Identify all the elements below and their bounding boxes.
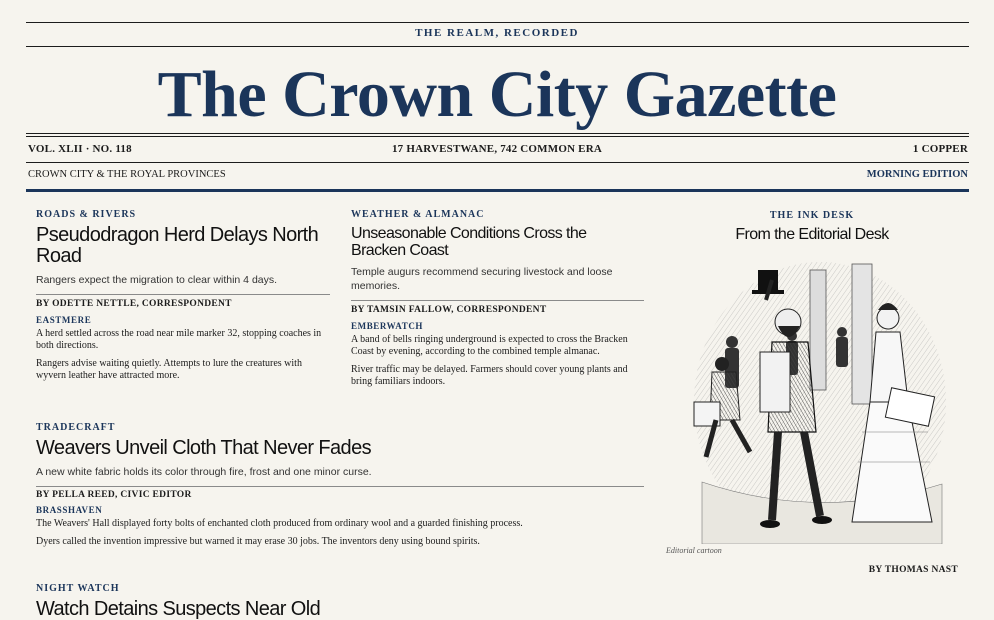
article-dateline: EASTMERE xyxy=(36,315,92,325)
article-dek: Rangers expect the migration to clear within 4 days. xyxy=(36,274,278,286)
article-headline[interactable]: Pseudodragon Herd Delays North Road xyxy=(36,224,319,267)
masthead-rule-2 xyxy=(26,136,969,137)
article-paragraph: The Weavers' Hall displayed forty bolts of enchanted cloth produced from ordinary wool and a guarded finishing process. xyxy=(36,518,523,529)
article-dateline: EMBERWATCH xyxy=(351,321,424,331)
issue-date: 17 HARVESTWANE, 742 COMMON ERA xyxy=(391,143,603,155)
edition-label: MORNING EDITION xyxy=(866,169,968,180)
kicker-rule xyxy=(26,46,969,47)
section-label: TRADECRAFT xyxy=(36,422,116,433)
article-headline[interactable]: Watch Detains Suspects Near Old xyxy=(36,598,321,620)
region-line: CROWN CITY & THE ROYAL PROVINCES xyxy=(28,169,226,180)
article-pseudodragon[interactable] xyxy=(36,209,330,382)
article-byline: BY ODETTE NETTLE, CORRESPONDENT xyxy=(36,299,232,309)
issue-price: 1 COPPER xyxy=(912,143,968,155)
section-rule xyxy=(26,189,969,192)
masthead-title: The Crown City Gazette xyxy=(157,58,837,131)
article-paragraph: A band of bells ringing underground is expected to cross the Bracken Coast by evening, according to the combined temple almanac. xyxy=(351,334,628,357)
article-dek: A new white fabric holds its color through fire, frost and one minor curse. xyxy=(36,466,372,478)
cartoon-credit: BY THOMAS NAST xyxy=(868,565,958,575)
article-paragraph: Rangers advise waiting quietly. Attempts to lure the creatures with wyvern leather have attracted more. xyxy=(36,358,302,381)
article-headline[interactable]: Weavers Unveil Cloth That Never Fades xyxy=(36,437,371,459)
editorial-cartoon-image[interactable] xyxy=(692,252,948,544)
article-headline[interactable]: Unseasonable Conditions Cross the Bracken Coast xyxy=(351,225,587,259)
article-paragraph: River traffic may be delayed. Farmers should cover young plants and bring familiars indoors. xyxy=(351,364,628,387)
byline-rule xyxy=(36,294,330,295)
cartoon-caption: Editorial cartoon xyxy=(666,546,722,555)
article-weavers[interactable] xyxy=(36,422,644,548)
volume-number: VOL. XLII · NO. 118 xyxy=(28,143,132,155)
article-byline: BY PELLA REED, CIVIC EDITOR xyxy=(36,490,192,500)
section-label: NIGHT WATCH xyxy=(36,583,120,594)
article-night-watch[interactable] xyxy=(36,583,336,620)
masthead-rule-1 xyxy=(26,133,969,134)
top-rule xyxy=(26,22,969,23)
article-paragraph: Dyers called the invention impressive but warned it may erase 30 jobs. The inventors deny using bound spirits. xyxy=(36,536,480,547)
section-label: ROADS & RIVERS xyxy=(36,209,137,220)
byline-rule xyxy=(351,300,644,301)
article-byline: BY TAMSIN FALLOW, CORRESPONDENT xyxy=(351,305,547,315)
masthead-kicker: THE REALM, RECORDED xyxy=(415,27,579,39)
article-dateline: BRASSHAVEN xyxy=(36,505,103,515)
article-dek: Temple augurs recommend securing livestock and loose memories. xyxy=(351,266,613,292)
article-weather[interactable] xyxy=(351,209,644,388)
meta-rule xyxy=(26,162,969,163)
ink-desk-headline[interactable]: From the Editorial Desk xyxy=(735,226,889,243)
ink-desk-label: THE INK DESK xyxy=(769,210,855,221)
article-paragraph: A herd settled across the road near mile marker 32, stopping coaches in both directions. xyxy=(36,328,322,351)
byline-rule xyxy=(36,486,644,487)
section-label: WEATHER & ALMANAC xyxy=(351,209,485,220)
